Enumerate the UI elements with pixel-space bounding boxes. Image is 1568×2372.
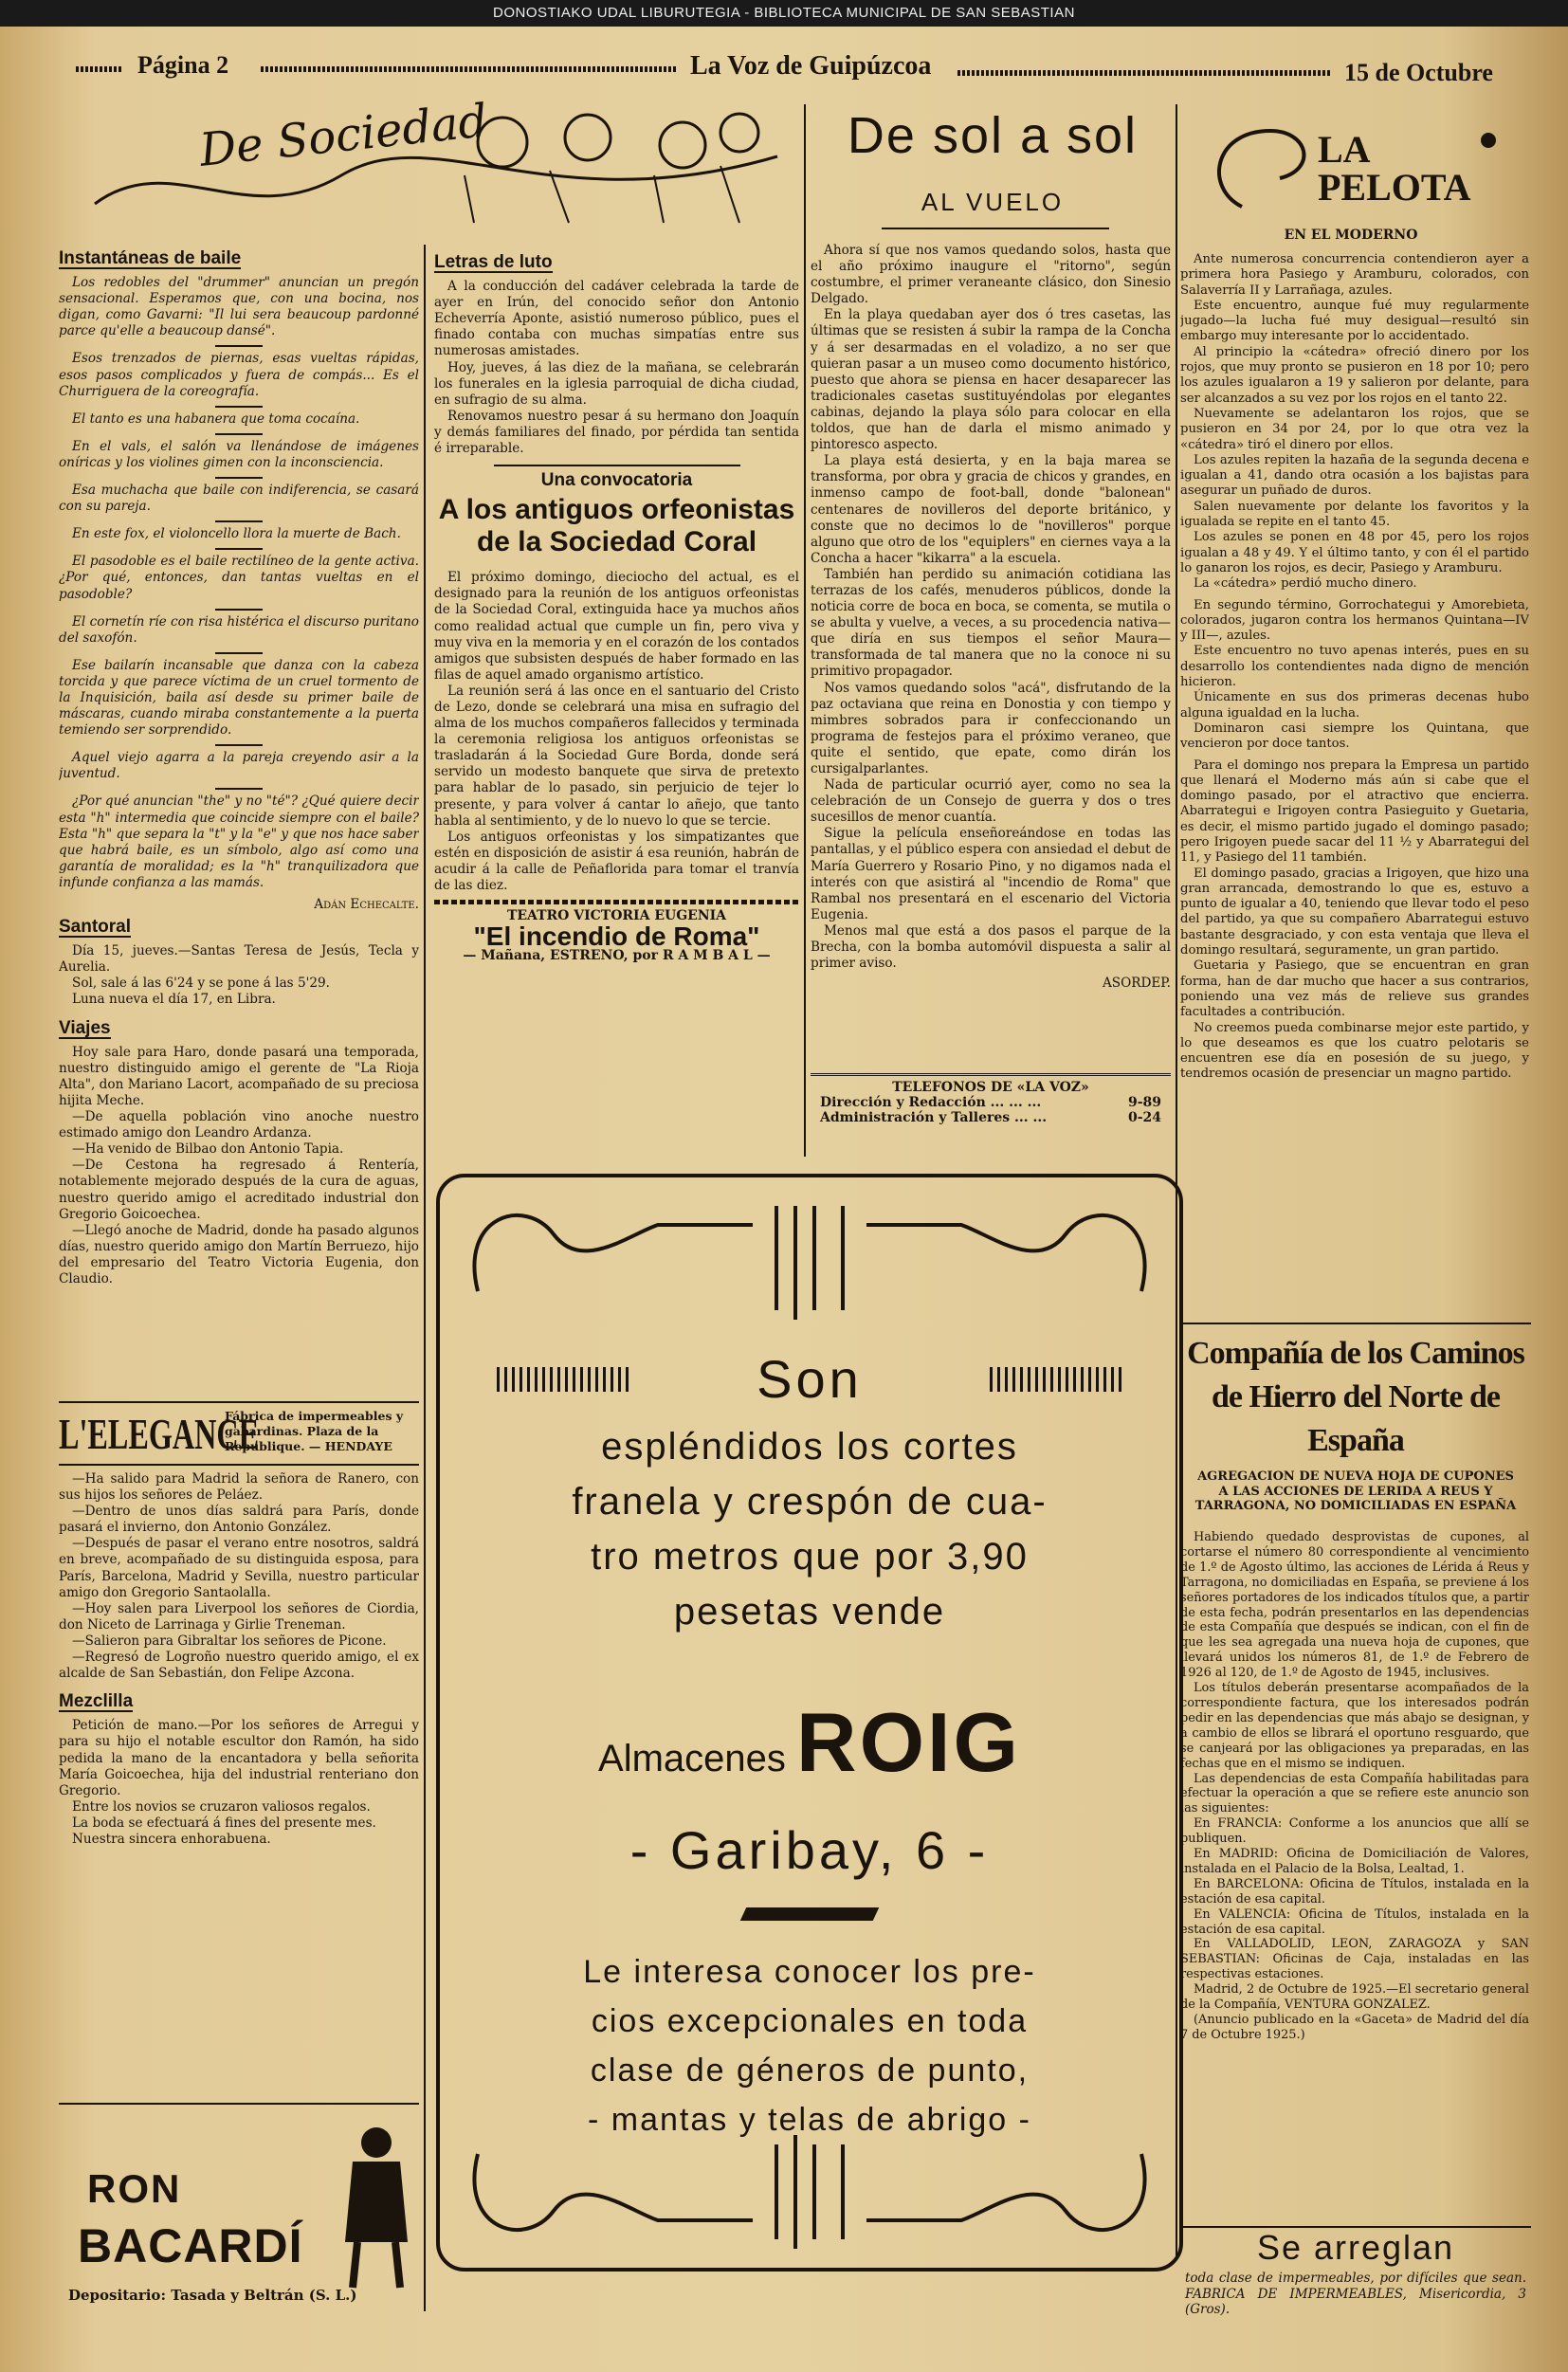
roig-secondary-line: - mantas y telas de abrigo -: [588, 2102, 1031, 2138]
roig-advertisement: [436, 1174, 1183, 2272]
caminos-top-rule: [1180, 1323, 1531, 1324]
bacardi-footer: Depositario: Tasada y Beltrán (S. L.): [68, 2287, 357, 2304]
viajes2-text: —Salieron para Gibraltar los señores de Picone.: [72, 1633, 387, 1649]
header-rule-mid1: [261, 66, 678, 72]
roig-left-bars: [497, 1367, 629, 1392]
telefonos-row: [811, 1110, 1171, 1125]
caminos-text: Madrid, 2 de Octubre de 1925.—El secretario general de la Compañía, VENTURA GONZALEZ.: [1180, 1982, 1529, 2013]
roig-secondary-line: clase de géneros de punto,: [590, 2053, 1030, 2089]
sol-text: Nos vamos quedando solos "acá", disfrutando de la paz octaviana que reina en Donostia y con tiempo y mimbres sobrados para ir confeccionando un programa de festejos para el próximo veraneo, que quite el sentido, que epate, como dirán los cursigalparlantes.: [811, 680, 1171, 776]
telefonos-box: [811, 1073, 1171, 1144]
roig-offer-line: franela y crespón de cua-: [572, 1481, 1048, 1523]
teatro-name: TEATRO VICTORIA EUGENIA: [506, 908, 727, 924]
sol-text: Nada de particular ocurrió ayer, como no sea la celebración de un Consejo de guerra y dos o tres sucesillos de menor cuantía.: [811, 777, 1171, 826]
header-rule-left: [76, 66, 123, 72]
roig-secondary-line: cios excepcionales en toda: [591, 2003, 1029, 2039]
telefonos-label: Administración y Talleres ... ...: [820, 1110, 1048, 1125]
roig-right-bars: [990, 1367, 1122, 1392]
caminos-text: Las dependencias de esta Compañía habilitadas para efectuar la operación a que se refiere este anuncio son las siguientes:: [1180, 1771, 1529, 1816]
instantanea-item: Esos trenzados de piernas, esas vueltas rápidas, esos pasos complicados y fuera de compás... Es el Churriguera de la coreografía.: [59, 351, 419, 399]
pelota-text: Nuevamente se adelantaron los rojos, que se pusieron en 34 por 24, por lo que otra vez la «cátedra» tiró el dinero por ellos.: [1180, 406, 1529, 452]
roig-secondary-line: Le interesa conocer los pre-: [583, 1954, 1036, 1990]
letras-text: Renovamos nuestro pesar á su hermano don Joaquín y demás familiares del finado, por pérdida tan sentida é irreparable.: [434, 408, 799, 457]
bacardi-ad: [59, 2109, 419, 2308]
mezclilla-text: La boda se efectuará á fines del presente mes.: [72, 1815, 376, 1831]
caminos-text: (Anuncio publicado en la «Gaceta» de Madrid del día 7 de Octubre 1925.): [1180, 2013, 1529, 2042]
caminos-text: En MADRID: Oficina de Domiciliación de Valores, instalada en el Palacio de la Bolsa, Lealtad, 1.: [1180, 1847, 1529, 1876]
caminos-title: Compañía de los Caminos de Hierro del Norte de España: [1187, 1336, 1524, 1458]
pelota-text: Los azules repiten la hazaña de la segunda decena e igualan a 41, dando otra ocasión a los bajistas para asegurar un puñado de duros.: [1180, 452, 1529, 499]
elegance-ad: [59, 1401, 419, 1466]
telefonos-value: 9-89: [1127, 1095, 1161, 1110]
column-sociedad-cont: [59, 1471, 419, 2116]
paper-name: La Voz de Guipúzcoa: [690, 51, 932, 81]
telefonos-title: TELEFONOS DE «LA VOZ»: [892, 1080, 1089, 1095]
pelota-text: Únicamente en sus dos primeras decenas hubo alguna igualdad en la lucha.: [1180, 690, 1529, 721]
roig-name: ROIG: [796, 1695, 1021, 1789]
roig-offer-line: tro metros que por 3,90: [591, 1536, 1029, 1578]
column-pelota: [1180, 252, 1529, 1305]
mezclilla-text: Petición de mano.—Por los señores de Arregui y para su hijo el notable escultor don Ramón, ha sido pedida la mano de la encantadora y bella señorita María Goicoechea, hija del industrial renteriano don Gregorio.: [59, 1718, 419, 1798]
instantanea-item: Ese bailarín incansable que danza con la cabeza torcida y que parece víctima de un cruel tormento de la Inquisición, baila así desde su primer baile de máscaras, cuando miraba constantemente a la puerta temiendo ser sorprendido.: [59, 657, 419, 739]
pelota-text: Dominaron casi siempre los Quintana, que vencieron por doce tantos.: [1180, 721, 1529, 752]
library-banner: DONOSTIAKO UDAL LIBURUTEGIA - BIBLIOTECA MUNICIPAL DE SAN SEBASTIAN: [0, 0, 1568, 27]
pelota-text: La «cátedra» perdió mucho dinero.: [1194, 576, 1417, 592]
mezclilla-text: Entre los novios se cruzaron valiosos regalos.: [72, 1798, 371, 1815]
bacardi-brand: BACARDÍ: [78, 2219, 303, 2272]
caminos-text: En VALLADOLID, LEON, ZARAGOZA y SAN SEBASTIAN: Oficinas de Caja, instaladas en las respectivas estaciones.: [1180, 1937, 1529, 1982]
column-sociedad: [59, 245, 419, 1401]
pelota-text: Salen nuevamente por delante los favoritos y la igualada se repite en el tanto 45.: [1180, 499, 1529, 530]
roig-ornament-bottom: [440, 2135, 1179, 2258]
convocatoria-rule: [494, 465, 740, 466]
letras-title: Letras de luto: [434, 252, 553, 272]
telefonos-row: [811, 1095, 1171, 1110]
viajes-text: —Ha venido de Bilbao don Antonio Tapia.: [72, 1141, 344, 1158]
sol-text: La playa está desierta, y en la baja marea se transforma, por obra y gracia de chicos y grandes, en inmenso campo de foot-ball, donde "balonean" centenares de novilleros del deporte británico, y conste que no decimos lo de "novilleros" porque alguno que otro de los "equiplers" en ciernes vaya a la Concha a hacer "kikarra" a la escuela.: [811, 453, 1171, 566]
sociedad-logo: [57, 90, 806, 232]
pelota-text: El domingo pasado, gracias a Irigoyen, que hizo una gran arrancada, demostrando lo que es, estuvo a punto de igualar a 40, teniendo que llevar todo el peso del partido, ya que su compañero Abarrategui estuvo bastante desgraciado, y con esta ventaja que lleva el domingo resultará, seguramente, un gran partido.: [1180, 866, 1529, 958]
sol-text: Sigue la película enseñoreándose en todas las pantallas, y el público espera con ansiedad el debut de María Guerrero y Rosario Pino, y no digamos nada el interés con que asistirá al "incendio de Roma" que Rambal nos presentará en el escenario del Victoria Eugenia.: [811, 826, 1171, 922]
bacardi-brand-ron: RON: [87, 2166, 182, 2211]
viajes-text: —De aquella población vino anoche nuestro estimado amigo don Leandro Ardanza.: [59, 1109, 419, 1141]
viajes2-text: —Dentro de unos días saldrá para París, donde pasará el invierno, don Antonio González.: [59, 1504, 419, 1536]
instantanea-item: Aquel viejo agarra a la pareja creyendo asir a la juventud.: [59, 750, 419, 782]
letras-text: A la conducción del cadáver celebrada la tarde de ayer en Irún, del conocido señor don Antonio Echeverría Aponte, asistió numeroso público, pues el finado contaba con muchas simpatías entre sus numerosas amistades.: [434, 279, 799, 359]
orfeon-title: A los antiguos orfeonistas de la Sociedad Coral: [438, 494, 795, 558]
pelota-text: Este encuentro no tuvo apenas interés, pues en su desarrollo los contendientes nada digno de mención hicieron.: [1180, 644, 1529, 690]
instantaneas-signature: Adán Echecalte.: [314, 897, 419, 912]
sol-subtitle: AL VUELO: [921, 188, 1065, 216]
sol-text: También han perdido su animación cotidiana las terrazas de los cafés, menuderos públicos, donde la noticia corre de boca en boca, se comenta, se mutila o se abulta y vuelve, a veces, a su procedencia nativa—que diría en sus tiempos el señor Maura—transformada de tal manera que no la conoce ni su primitivo propagador.: [811, 566, 1171, 680]
pelota-subtitle: EN EL MODERNO: [1284, 228, 1418, 243]
telefonos-value: 0-24: [1127, 1110, 1161, 1125]
caminos-text: En BARCELONA: Oficina de Títulos, instalada en la estación de esa capital.: [1180, 1876, 1529, 1907]
instantanea-item: ¿Por qué anuncian "the" y no "té"? ¿Qué quiere decir esta "h" intermedia que coincide siempre con el baile? Esta "h" que separa la "t" y la "e" y que nos hace saber que habrá baile, es un símbolo, algo así como una garantía de moralidad; es la "h" tranquilizadora que infunde confianza a las mamás.: [59, 794, 419, 890]
viajes2-text: —Después de pasar el verano entre nosotros, saldrá en breve, acompañado de su distinguida esposa, para París, Barcelona, Madrid y Sevilla, nuestro particular amigo don Gregorio Santaolalla.: [59, 1536, 419, 1600]
roig-store: [440, 1694, 1179, 1791]
instantanea-item: El tanto es una habanera que toma cocaína.: [72, 411, 360, 427]
caminos-text: Habiendo quedado desprovistas de cupones, al cortarse el número 80 correspondiente al vencimiento de 1.º de Agosto último, las acciones de Lérida á Reus y Tarragona, no domiciliadas en España, se previene á los señores portadores de los indicados títulos que, a partir de esta fecha, podrán presentarlos en las dependencias de esta Compañía que después se indican, con el fin de que les sea agregada una nueva hoja de cupones, que llevará unidos los números 81, de 1.º de Febrero de 1926 al 120, de 1.º de Agosto de 1945, inclusives.: [1180, 1530, 1529, 1681]
pelota-logo-text: LA PELOTA: [1318, 128, 1471, 209]
elegance-brand: L'ELEGANCE: [59, 1410, 260, 1458]
sol-signature: ASORDEP.: [1102, 976, 1171, 992]
column-letras: [434, 248, 799, 1177]
roig-address: - Garibay, 6 -: [629, 1820, 990, 1880]
pelota-text: Los azules se ponen en 48 por 45, pero los rojos igualan a 48 y 49. Y el último tanto, y con él el partido lo ganaron los rojos, es decir, Pasiego y Aramburu.: [1180, 530, 1529, 575]
santoral-title: Santoral: [59, 917, 132, 938]
caminos-subtitle: AGREGACION DE NUEVA HOJA DE CUPONES A LAS ACCIONES DE LERIDA A REUS Y TARRAGONA, NO DOMICILIADAS EN ESPAÑA: [1194, 1469, 1517, 1513]
instantanea-item: En este fox, el violoncello llora la muerte de Bach.: [72, 526, 401, 542]
issue-date: 15 de Octubre: [1344, 59, 1493, 86]
letras-text: Hoy, jueves, á las diez de la mañana, se celebrarán los funerales en la iglesia parroquial de dicha ciudad, en sufragio de su alma.: [434, 359, 799, 408]
pelota-text: Ante numerosa concurrencia contendieron ayer a primera hora Pasiego y Aramburu, colorados, con Salaverría II y Larrañaga, azules.: [1180, 252, 1529, 298]
viajes2-text: —Ha salido para Madrid la señora de Ranero, con sus hijos los señores de Peláez.: [59, 1471, 419, 1504]
sociedad-logo-text: De Sociedad: [196, 94, 490, 177]
pelota-text: Guetaria y Pasiego, que se encuentran en gran forma, han de dar mucho que hacer a sus contrarios, poniendo una vez más de relieve sus grandes facultades a contribución.: [1180, 958, 1529, 1020]
column-caminos: [1180, 1530, 1529, 2222]
viajes-text: —Llegó anoche de Madrid, donde ha pasado algunos días, nuestro querido amigo don Martín Berruezo, hijo del empresario del Teatro Victoria Eugenia, don Claudio.: [59, 1222, 419, 1286]
instantaneas-title: Instantáneas de baile: [59, 248, 242, 268]
pelota-logo: [1185, 112, 1517, 226]
sol-text: En la playa quedaban ayer dos ó tres casetas, las últimas que se resisten á subir la rampa de la Concha y á ser desarmadas en el voladizo, a no ser que quieran pasar a un museo como documento histórico, puesto que ahora se piensa en hacer desaparecer las tradicionales casetas sustituyéndolas por elegantes cabinas, dejando la playa sólo para colocar en ella toldos, que han de darla el mismo animado y pintoresco aspecto.: [811, 307, 1171, 453]
roig-secondary: [440, 1947, 1179, 2144]
roig-offer: [440, 1419, 1179, 1639]
roig-offer-line: pesetas vende: [673, 1591, 946, 1633]
telefonos-label: Dirección y Redacción ... ... ...: [820, 1095, 1042, 1110]
viajes-title: Viajes: [59, 1017, 111, 1038]
estreno-line: — Mañana, ESTRENO, por R A M B A L —: [463, 948, 771, 964]
instantanea-item: Los redobles del "drummer" anuncian un pregón sensacional. Esperamos que, con una bocina, nos digan, como Gavarni: "Il lui sera beaucoup pardonné parce qu'elle a beaucoup dansé".: [59, 275, 419, 339]
roig-divider: [740, 1907, 880, 1921]
orfeon-text: Los antiguos orfeonistas y los simpatizantes que estén en disposición de asistir á esa reunión, habrán de acudir á la calle de Peñaflorida para tomar el tranvía de las diez.: [434, 829, 799, 893]
column-rule-2: [804, 104, 806, 1157]
pelota-text: Este encuentro, aunque fué muy regularmente jugado—la lucha fué muy desigual—resultó sin embargo muy interesante por lo accidentado.: [1180, 298, 1529, 344]
instantanea-item: El cornetín ríe con risa histérica el discurso puritano del saxofón.: [59, 613, 419, 646]
sol-title: De sol a sol: [847, 107, 1139, 164]
roig-offer-line: espléndidos los cortes: [601, 1426, 1018, 1468]
teatro-deco-rule: [434, 900, 799, 904]
arreglan-title: Se arreglan: [1256, 2228, 1455, 2267]
mezclilla-text: Nuestra sincera enhorabuena.: [72, 1831, 271, 1847]
pelota-text: Para el domingo nos prepara la Empresa un partido que llenará el Moderno más aún si cabe que el domingo pasado, por el atractivo que encierra. Abarrategui e Irigoyen contra Pasieguito y Guetaria, es decir, el mismo partido jugado el domingo pasado; pero Irigoyen puede sacar del 11 ½ y Abarrategui del 11, y Pasiego del 11 también.: [1180, 757, 1529, 866]
santoral-text: Día 15, jueves.—Santas Teresa de Jesús, Tecla y Aurelia.: [59, 943, 419, 976]
santoral-text: Sol, sale á las 6'24 y se pone á las 5'29.: [72, 976, 330, 992]
mezclilla-title: Mezclilla: [59, 1691, 134, 1712]
elegance-text: Fábrica de impermeables y gabardinas. Plaza de la Republique. — HENDAYE: [225, 1409, 404, 1453]
pelota-text: Al principio la «cátedra» ofreció dinero por los rojos, que muy pronto se pusieron en 18 por 10; pero los azules igualaron a 19 y salieron por delante, para ser alcanzados a su vez por los rojos en el tanto 22.: [1180, 344, 1529, 406]
caminos-text: En VALENCIA: Oficina de Títulos, instalada en la estación de esa capital.: [1180, 1907, 1529, 1937]
sol-text: Menos mal que está a dos pasos el parque de la Brecha, con la bomba automóvil dispuesta a salir al primer aviso.: [811, 922, 1171, 972]
convocatoria-heading: Una convocatoria: [540, 470, 693, 491]
instantanea-item: Esa muchacha que baile con indiferencia, se casará con su pareja.: [59, 483, 419, 515]
caminos-text: En FRANCIA: Conforme a los anuncios que allí se publiquen.: [1180, 1816, 1529, 1847]
orfeon-text: La reunión será á las once en el santuario del Cristo de Lezo, donde se celebrará una misa en sufragio del alma de los muchos compañeros fallecidos y terminada la ceremonia religiosa los antiguos orfeonistas se trasladarán á la Sociedad Gure Borda, donde será servido un modesto banquete que sirva de pretexto para hablar de lo pasado, sin perjuicio de tejer lo presente, y para volver á cantar lo añejo, que tanto habla al sentimiento, y de lo nuevo lo que se tercie.: [434, 683, 799, 829]
roig-ornament-top: [440, 1177, 1179, 1320]
roig-almacenes: Almacenes: [598, 1738, 786, 1779]
column-rule-1: [424, 245, 426, 2311]
sol-text: Ahora sí que nos vamos quedando solos, hasta que el año próximo inaugure el "ritorno", según costumbre, el primer veraneante clásico, don Sinesio Delgado.: [811, 243, 1171, 307]
viajes-text: Hoy sale para Haro, donde pasará una temporada, nuestro distinguido amigo el gerente de "La Rioja Alta", don Mariano Lacort, acompañado de su preciosa hijita Meche.: [59, 1044, 419, 1108]
header-rule-mid2: [957, 70, 1332, 76]
instantanea-item: El pasodoble es el baile rectilíneo de la gente activa. ¿Por qué, entonces, dan tantas vueltas en el pasodoble?: [59, 554, 419, 602]
sol-rule: [882, 228, 1109, 229]
bacardi-top-rule: [59, 2103, 419, 2105]
column-sol: [811, 243, 1171, 1058]
incendio-title: "El incendio de Roma": [473, 921, 760, 952]
arreglan-text: toda clase de impermeables, por difíciles que sean. FABRICA DE IMPERMEABLES, Misericordia, 3 (Gros).: [1185, 2271, 1526, 2317]
pelota-text: No creemos pueda combinarse mejor este partido, y lo que deseamos es que los cuatro pelotaris se encuentren ese día en posesión de su juego, y tendremos ocasión de presenciar un magno partido.: [1180, 1020, 1529, 1082]
viajes-text: —De Cestona ha regresado á Rentería, notablemente mejorado después de la cura de aguas, nuestro querido amigo el acreditado industrial don Gregorio Goicoechea.: [59, 1158, 419, 1222]
viajes2-text: —Hoy salen para Liverpool los señores de Ciordia, don Niceto de Larrinaga y Girlie Treneman.: [59, 1600, 419, 1633]
santoral-text: Luna nueva el día 17, en Libra.: [72, 992, 276, 1008]
page-number: Página 2: [137, 51, 229, 79]
roig-son: Son: [757, 1349, 863, 1409]
instantanea-item: En el vals, el salón va llenándose de imágenes oníricas y los violines gimen con la inconsciencia.: [59, 438, 419, 470]
caminos-text: Los títulos deberán presentarse acompañados de la correspondiente factura, que los interesados podrán pedir en las dependencias que más abajo se designan, y a cambio de ellos se librará el oportuno resguardo, que se canjeará por las obligaciones ya preparadas, en las fechas que en el mismo se indiquen.: [1180, 1681, 1529, 1771]
orfeon-text: El próximo domingo, dieciocho del actual, es el designado para la reunión de los antiguos orfeonistas de la Sociedad Coral, extinguida hace ya muchos años como realidad actual que cumple un fin, pero viva y muy viva en la memoria y en el corazón de los contados amigos que subsisten después de haber formado en las filas de aquel amado organismo artístico.: [434, 570, 799, 683]
pelota-text: En segundo término, Gorrochategui y Amorebieta, colorados, jugaron contra los hermanos Quintana—IV y III—, azules.: [1180, 597, 1529, 644]
viajes2-text: —Regresó de Logroño nuestro querido amigo, el ex alcalde de San Sebastián, don Felipe Azcona.: [59, 1650, 419, 1682]
bacardi-figure-illustration: [334, 2119, 419, 2290]
